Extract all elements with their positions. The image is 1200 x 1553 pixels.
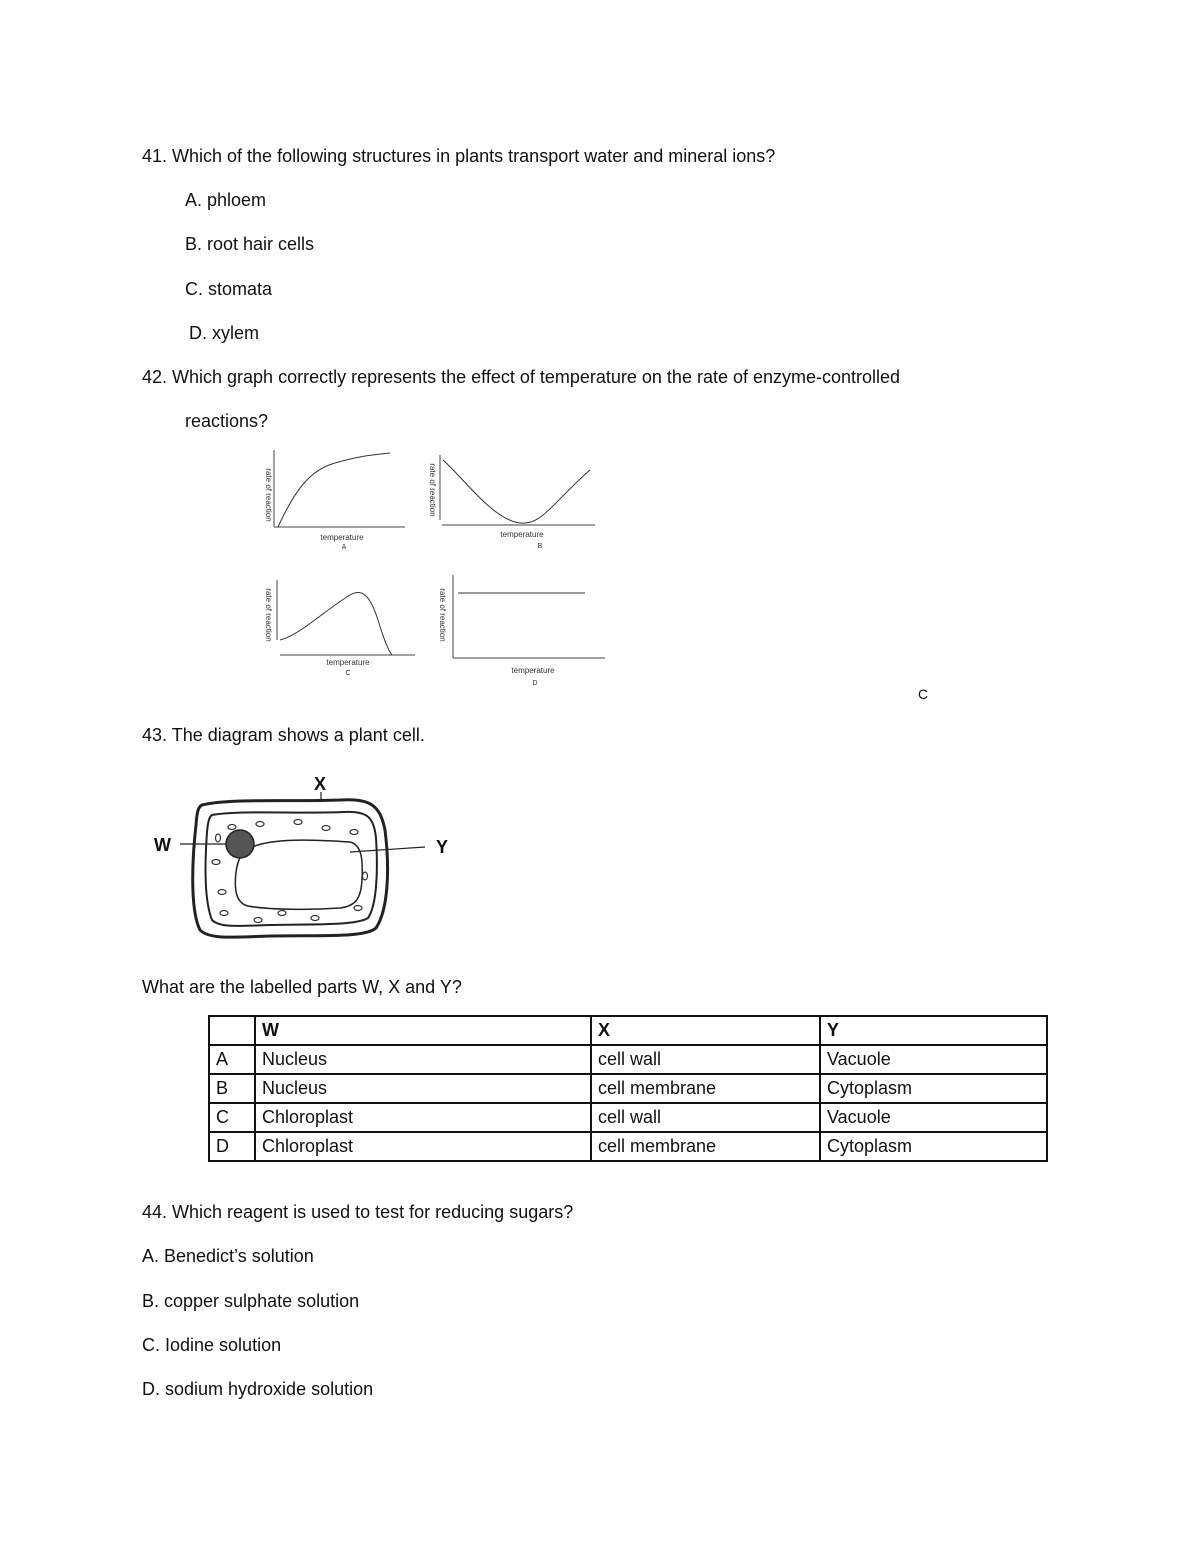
- q44-option-c: C. Iodine solution: [142, 1335, 282, 1355]
- graph-c-letter: C: [345, 670, 351, 677]
- table-cell: cell wall: [591, 1103, 820, 1132]
- cell-wall-outline: [193, 800, 388, 938]
- table-row: [209, 1074, 1047, 1103]
- table-cell: Cytoplasm: [820, 1132, 1047, 1161]
- label-y: Y: [436, 837, 449, 857]
- answer-table: [208, 1015, 1048, 1162]
- table-header-cell: [209, 1016, 255, 1045]
- graph-c-curve: [280, 592, 392, 655]
- answer-mark: C: [918, 686, 929, 702]
- graph-d-xlabel: temperature: [511, 666, 555, 675]
- question-43: 43. The diagram shows a plant cell.: [142, 725, 425, 745]
- table-cell: B: [209, 1074, 255, 1103]
- graph-a: [264, 450, 405, 551]
- table-cell: Cytoplasm: [820, 1074, 1047, 1103]
- question-42: 42. Which graph correctly represents the effect of temperature on the rate of enzyme-controlled: [142, 367, 901, 387]
- question-44: 44. Which reagent is used to test for reducing sugars?: [142, 1202, 574, 1222]
- table-cell: cell wall: [591, 1045, 820, 1074]
- q44-option-a: A. Benedict’s solution: [142, 1246, 314, 1266]
- table-header-cell: X: [591, 1016, 820, 1045]
- q44-option-b: B. copper sulphate solution: [142, 1291, 360, 1311]
- graph-c-ylabel: rate of reaction: [264, 588, 273, 642]
- table-cell: Nucleus: [255, 1074, 591, 1103]
- table-cell: cell membrane: [591, 1132, 820, 1161]
- graph-a-curve: [278, 453, 390, 527]
- nucleus-shape: [226, 830, 254, 858]
- graph-b-ylabel: rate of reaction: [428, 463, 437, 517]
- q41-option-d: D. xylem: [189, 323, 260, 343]
- graph-a-ylabel: rate of reaction: [264, 468, 273, 522]
- table-cell: D: [209, 1132, 255, 1161]
- graph-c: [264, 580, 415, 677]
- graph-b-curve: [443, 460, 590, 523]
- table-cell: Chloroplast: [255, 1132, 591, 1161]
- table-header-row: [209, 1016, 1047, 1045]
- table-row: [209, 1132, 1047, 1161]
- table-cell: C: [209, 1103, 255, 1132]
- graph-d: [438, 575, 605, 687]
- table-cell: Vacuole: [820, 1045, 1047, 1074]
- q41-option-b: B. root hair cells: [185, 234, 315, 254]
- graph-b-letter: B: [537, 543, 543, 550]
- enzyme-graphs-figure: [250, 445, 620, 695]
- table-row: [209, 1045, 1047, 1074]
- graph-b: [428, 455, 595, 550]
- q41-option-c: C. stomata: [185, 279, 273, 299]
- graph-b-xlabel: temperature: [500, 530, 544, 539]
- table-cell: Nucleus: [255, 1045, 591, 1074]
- question-41: 41. Which of the following structures in plants transport water and mineral ions?: [142, 146, 776, 166]
- label-x: X: [314, 774, 327, 794]
- graph-a-xlabel: temperature: [320, 533, 364, 542]
- q44-option-d: D. sodium hydroxide solution: [142, 1379, 374, 1399]
- vacuole-outline: [235, 840, 362, 909]
- graph-d-ylabel: rate of reaction: [438, 588, 447, 642]
- plant-cell-diagram: [140, 760, 470, 945]
- table-cell: Vacuole: [820, 1103, 1047, 1132]
- question-42-continued: reactions?: [185, 411, 269, 431]
- q41-option-a: A. phloem: [185, 190, 267, 210]
- table-cell: Chloroplast: [255, 1103, 591, 1132]
- table-header-cell: Y: [820, 1016, 1047, 1045]
- graph-a-letter: A: [341, 544, 347, 551]
- q43-prompt: What are the labelled parts W, X and Y?: [142, 977, 462, 997]
- table-cell: cell membrane: [591, 1074, 820, 1103]
- table-header-cell: W: [255, 1016, 591, 1045]
- graph-c-xlabel: temperature: [326, 658, 370, 667]
- label-w: W: [154, 835, 171, 855]
- table-cell: A: [209, 1045, 255, 1074]
- table-row: [209, 1103, 1047, 1132]
- graph-d-letter: D: [532, 680, 538, 687]
